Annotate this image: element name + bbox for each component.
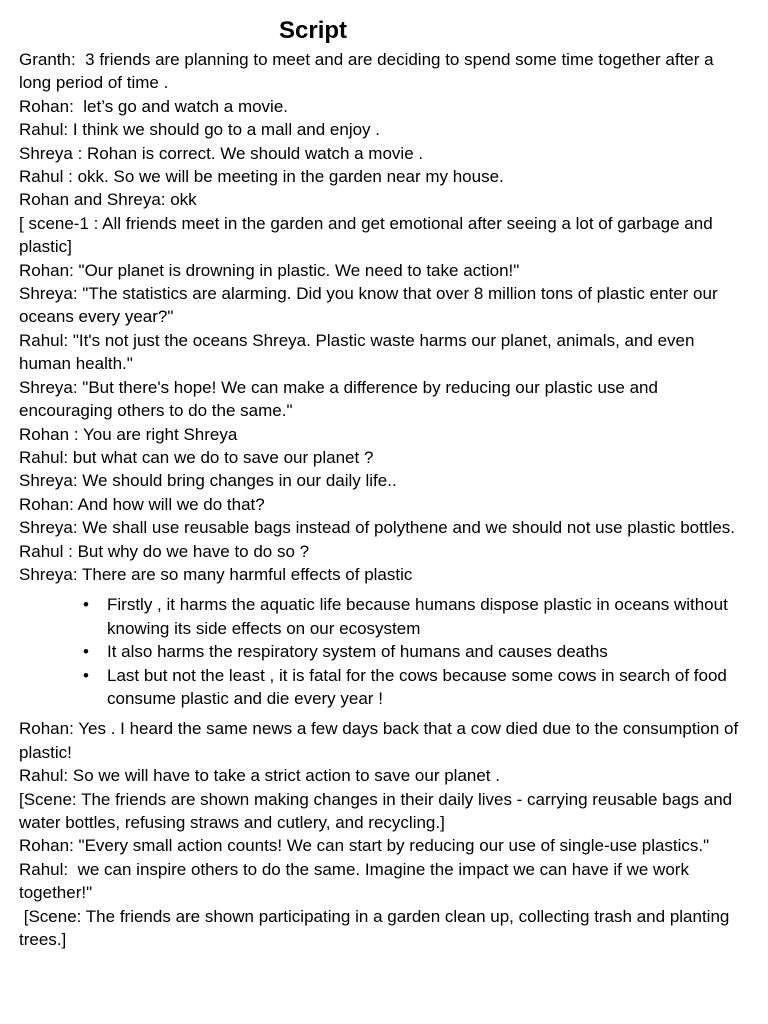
- list-item: [83, 640, 750, 663]
- script-line: Shreya: "But there's hope! We can make a difference by reducing our plastic use and encouraging others to do the same.": [19, 377, 663, 421]
- script-line: Shreya: We shall use reusable bags instead of polythene and we should not use plastic bottles.: [19, 518, 736, 538]
- script-line: Rohan: let’s go and watch a movie.: [19, 96, 289, 116]
- bullet-icon: •: [83, 595, 89, 615]
- script-line: Rohan: "Our planet is drowning in plastic. We need to take action!": [19, 260, 520, 280]
- bullet-icon: •: [83, 665, 89, 685]
- script-line: Rohan and Shreya: okk: [19, 190, 197, 210]
- script-line: Rahul : okk. So we will be meeting in the garden near my house.: [19, 167, 504, 187]
- script-line: Granth: 3 friends are planning to meet and are deciding to spend some time together after a long period of time .: [19, 50, 719, 93]
- script-body-before: [19, 48, 750, 586]
- script-line: Rahul: "It's not just the oceans Shreya. Plastic waste harms our planet, animals, and even human health.": [19, 330, 700, 374]
- list-item: [83, 664, 750, 711]
- script-line: Shreya: We should bring changes in our daily life..: [19, 471, 397, 491]
- list-item-text: Firstly , it harms the aquatic life because humans dispose plastic in oceans without knowing its side effects on our ecosystem: [107, 595, 728, 638]
- script-line: Shreya: "The statistics are alarming. Did you know that over 8 million tons of plastic enter our oceans every year?": [19, 284, 723, 327]
- script-line: Rohan: And how will we do that?: [19, 494, 265, 514]
- list-item-text: It also harms the respiratory system of humans and causes deaths: [107, 642, 608, 662]
- script-body-after: [19, 717, 750, 951]
- scene-direction: [Scene: The friends are shown making changes in their daily lives - carrying reusable bags and water bottles, refusing straws and cutlery, and recycling.]: [19, 789, 737, 832]
- scene-direction: [Scene: The friends are shown participating in a garden clean up, collecting trash and planting trees.]: [19, 906, 735, 950]
- script-line: Rahul: So we will have to take a strict action to save our planet .: [19, 766, 500, 786]
- list-item: [83, 593, 750, 640]
- script-line: Rohan: Yes . I heard the same news a few days back that a cow died due to the consumption of plastic!: [19, 719, 743, 762]
- scene-direction: [ scene-1 : All friends meet in the garden and get emotional after seeing a lot of garbage and plastic]: [19, 213, 718, 257]
- script-line: Rahul: we can inspire others to do the same. Imagine the impact we can have if we work together!": [19, 859, 694, 903]
- list-item-text: Last but not the least , it is fatal for the cows because some cows in search of food consume plastic and die every year !: [107, 665, 727, 708]
- harmful-effects-list: [19, 593, 750, 710]
- bullet-icon: •: [83, 642, 89, 662]
- page-title: Script: [279, 17, 348, 44]
- script-line: Rahul: but what can we do to save our planet ?: [19, 447, 374, 467]
- script-line: Rahul: I think we should go to a mall and enjoy .: [19, 120, 380, 140]
- script-line: Rahul : But why do we have to do so ?: [19, 541, 310, 561]
- script-line: Rohan : You are right Shreya: [19, 424, 238, 444]
- script-line: Shreya : Rohan is correct. We should watch a movie .: [19, 143, 424, 163]
- script-line: Rohan: "Every small action counts! We can start by reducing our use of single-use plastics.": [19, 836, 710, 856]
- script-line: Shreya: There are so many harmful effects of plastic: [19, 564, 413, 584]
